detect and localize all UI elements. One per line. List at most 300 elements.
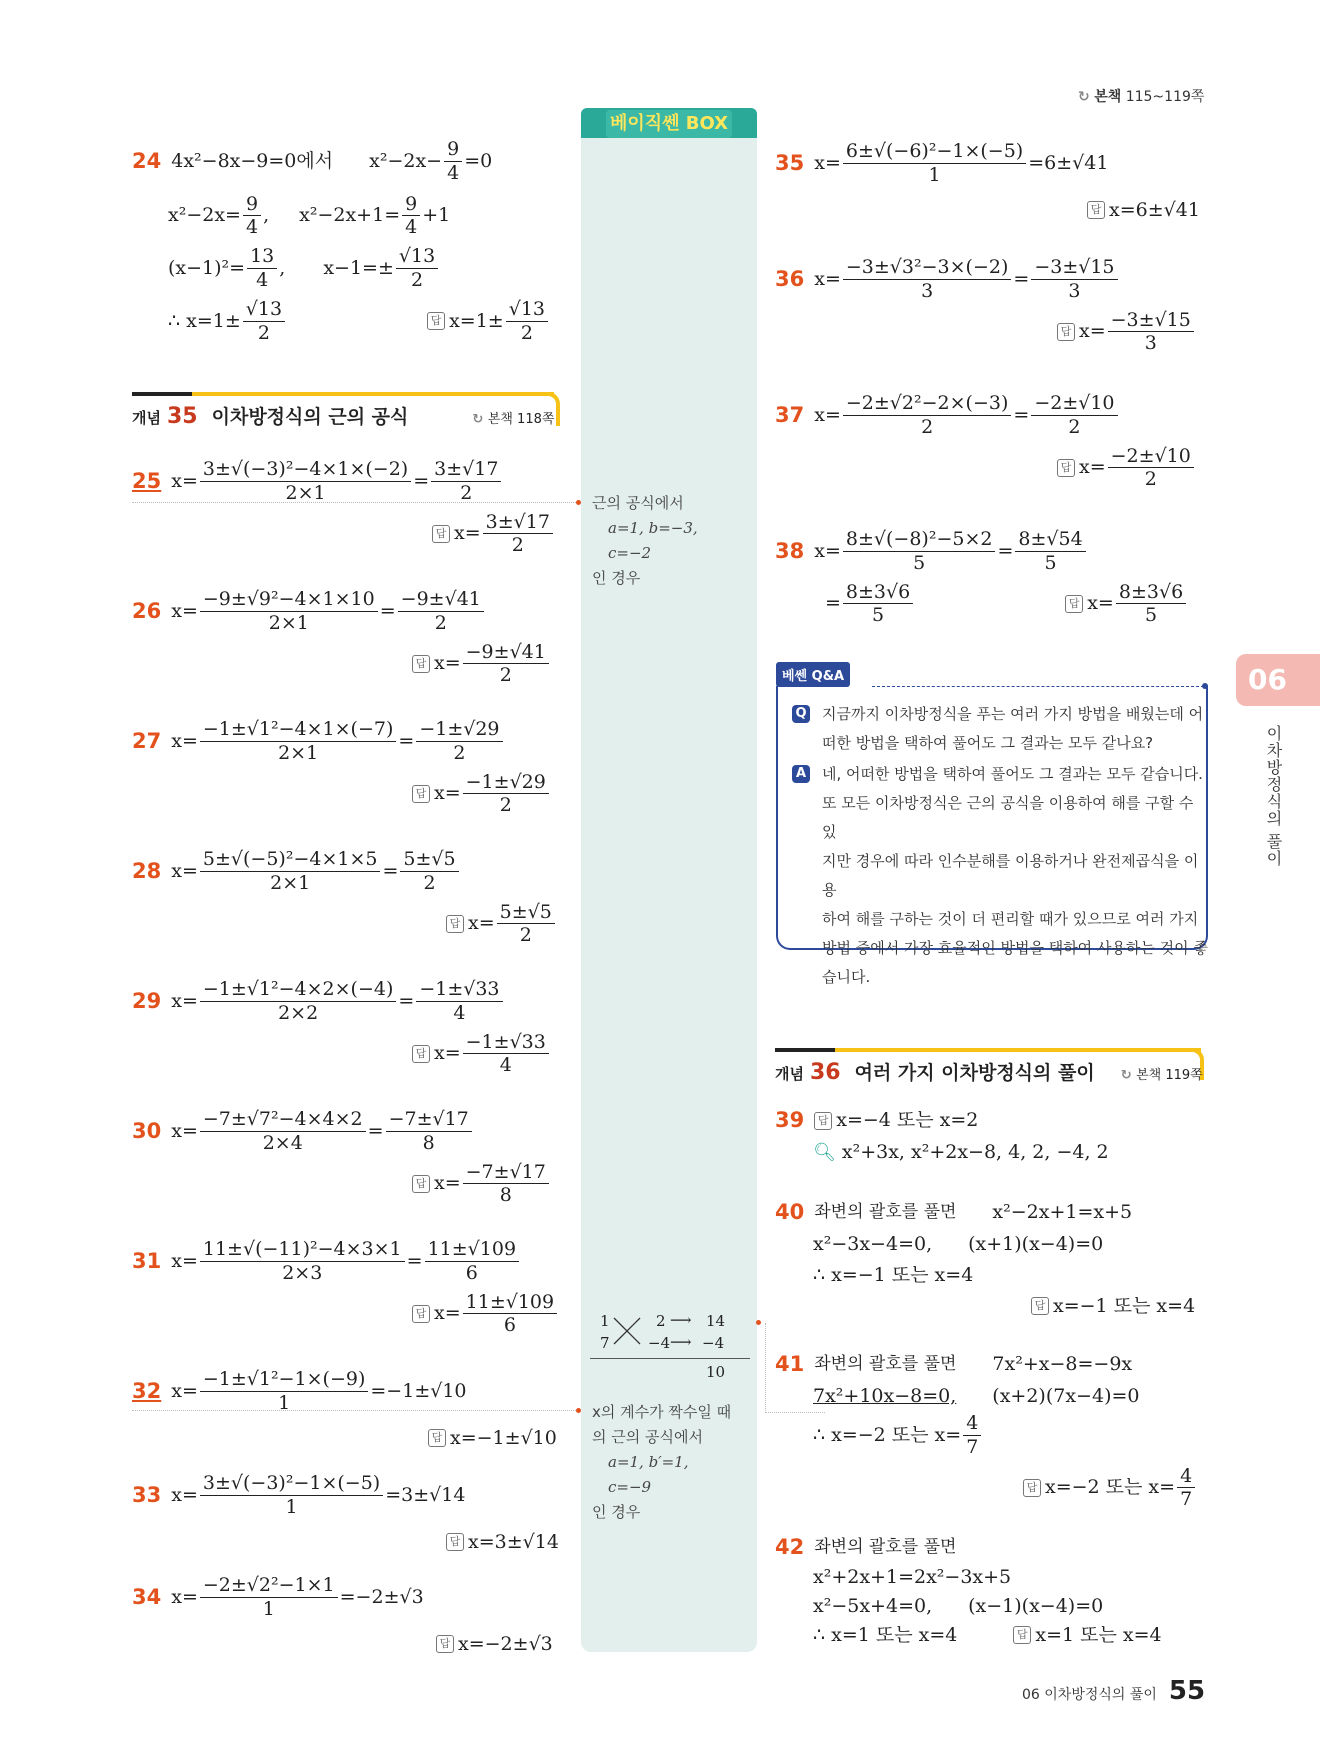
problem-number: 30 [132,1118,162,1143]
fraction [200,848,381,895]
equation-text: x= [171,989,198,1012]
note-line: c=−2 [608,544,652,562]
equation-text: x= [171,599,198,622]
problem-39 [775,1108,1109,1164]
equation-text: x²−2x+1=x+5 [992,1201,1133,1224]
numerator: 11±√109 [425,1238,519,1262]
numerator: 9 [243,193,261,217]
numerator: 5±√5 [400,848,458,872]
equation-text: x−1=± [323,257,394,280]
denominator: 4 [453,1001,466,1024]
problem-number: 28 [132,858,162,883]
qa-line: 네, 어떠한 방법을 택하여 풀어도 그 결과는 모두 같습니다. [822,765,1203,783]
fraction [1031,392,1117,439]
problem-number: 42 [775,1535,805,1559]
answer-icon: 답 [428,1429,446,1447]
page-number: 55 [1168,1676,1206,1706]
answer-text: x= [434,1302,461,1325]
qa-line: 떠한 방법을 택하여 풀어도 그 결과는 모두 같나요? [822,734,1154,752]
denominator: 3 [1144,332,1157,355]
answer-icon: 답 [436,1635,454,1653]
problem-37: 37 x= $\frac{\text{−2±√2²−2×(−3)}}{2}$ = $\frac{-2\pm√10}{2}$ 답 x= $\frac{-2\pm√10}{2}$ [775,392,1196,491]
problem-number: 32 [132,1378,162,1403]
answer-text: x= [468,912,495,935]
denominator: 3 [921,279,934,302]
arrow-icon: ⟶ [670,1311,692,1329]
numerator: 9 [402,193,420,217]
denominator: 2 [257,321,270,344]
answer-icon: 답 [1023,1479,1041,1497]
note-line: a=1, b′=1, [608,1453,689,1471]
denominator: 1 [285,1495,298,1518]
answer-text: x= [434,1172,461,1195]
equation-text: x²−3x−4=0, [813,1233,933,1256]
cross-b1: 2 [656,1312,666,1330]
problem-number: 36 [775,266,805,291]
problem-38: 38 x= $\frac{\text{8±√(−8)²−5×2}}{5}$ = $\frac{8\pm√54}{5}$ = $\frac{8\pm 3√6}{5}$ 답 x= $\frac{8\pm 3√6}{5}$ [775,528,1188,627]
equation-text: x= [171,729,198,752]
ref-text: 본책 118쪽 [487,412,555,427]
page-ref [1078,86,1204,106]
denominator: 2 [519,924,532,947]
answer-icon: 답 [1031,1297,1049,1315]
answer-icon: 답 [1087,201,1105,219]
qa-logo-badge: 베쎈 Q&A [776,662,850,687]
numerator: −1±√33 [463,1031,549,1055]
magnifier-icon: 🔍︎ [813,1141,836,1163]
denominator: 2×4 [262,1131,303,1154]
concept-36-header [775,1058,1203,1085]
denominator: 4 [256,268,269,291]
fraction [463,771,549,818]
concept-ref [1121,1064,1203,1083]
ref-text: 본책 119쪽 [1136,1068,1203,1083]
equation-text: x= [171,469,198,492]
answer-icon: 답 [412,1305,430,1323]
answer-text: x=6±√41 [1109,198,1200,221]
numerator: 11±√(−11)²−4×3×1 [200,1238,405,1262]
denominator: 2 [499,664,512,687]
fraction [386,1108,472,1155]
denominator: 2×3 [282,1261,323,1284]
denominator: 2 [453,741,466,764]
cross-diagram [590,1308,750,1388]
equation-text: 4x²−8x−9=0에서 [171,149,334,172]
note-line: 근의 공식에서 [592,494,684,512]
denominator: 2 [511,534,524,557]
problem-number: 33 [132,1482,162,1507]
equation-text: x= [171,859,198,882]
chapter-tab: 06 [1236,654,1320,706]
equation-text: (x−1)(x−4)=0 [968,1594,1104,1617]
problem-27: 27 x= $\frac{\text{−1±√1²−4×1×(−7)}}{2\times 1}$ = $\frac{-1\pm√29}{2}$ 답 x= $\frac{-1\pm√29}{2}$ [132,718,551,817]
fraction [1031,256,1117,303]
step-text: 좌변의 괄호를 풀면 [814,1354,957,1375]
equation-text: x²−2x= [168,204,241,227]
answer-text: x= [1087,592,1114,615]
answer-text: x=−4 또는 x=2 [836,1109,979,1132]
answer-icon: 답 [1013,1626,1031,1644]
denominator: 5 [1144,604,1158,627]
answer-icon: 답 [1065,595,1083,613]
denominator: 4 [447,161,460,184]
denominator: 2 [411,268,424,291]
fraction [463,641,549,688]
concept-title: 이차방정식의 근의 공식 [211,406,409,428]
fraction [200,1574,338,1621]
qa-line: 하여 해를 구하는 것이 더 편리할 때가 있으므로 여러 가지 [822,910,1199,928]
fraction [1015,528,1085,575]
answer-text: x= [454,522,481,545]
concept-title: 여러 가지 이차방정식의 풀이 [854,1062,1095,1084]
fraction [200,588,378,635]
note-line: 인 경우 [592,569,641,587]
fraction [425,1238,519,1285]
problem-number: 39 [775,1108,805,1132]
answer-text: x=−2 또는 x= [1045,1476,1176,1499]
concept-bar-yellow [192,392,554,396]
numerator: −9±√9²−4×1×10 [200,588,378,612]
fraction [247,245,277,292]
cross-b2: −4 [648,1334,671,1352]
answer-icon: 답 [412,655,430,673]
equation-text: x= [171,1119,198,1142]
problem-33 [132,1472,559,1553]
qa-question [792,700,1212,758]
hint-text: x²+3x, x²+2x−8, 4, 2, −4, 2 [841,1141,1109,1164]
denominator: 2 [460,481,473,504]
denominator: 1 [262,1597,275,1620]
concept-label: 개념 [775,1065,804,1083]
step-text: 좌변의 괄호를 풀면 [814,1537,957,1558]
cross-a1: 1 [600,1312,610,1330]
equation-text: x= [814,267,841,290]
numerator: 8±√(−8)²−5×2 [843,528,996,552]
problem-34 [132,1574,553,1655]
fraction [1108,445,1194,492]
answer-text: x=−2±√3 [458,1632,553,1655]
denominator: 4 [405,216,418,239]
numerator: −1±√1²−1×(−9) [200,1368,369,1392]
answer-icon: 답 [446,915,464,933]
problem-number: 37 [775,402,805,427]
numerator: −2±√10 [1031,392,1117,416]
concept-label: 개념 [132,409,161,427]
concept-ref [472,408,554,427]
numerator: −1±√33 [416,978,502,1002]
side-note-2 [592,1400,731,1525]
equation-text: 7x²+10x−8=0, [813,1385,957,1408]
ref-label: 본책 [1094,89,1122,105]
problem-number: 38 [775,538,805,563]
step-text: 좌변의 괄호를 풀면 [814,1202,957,1223]
numerator: 3±√17 [483,511,553,535]
answer-text: x= [434,782,461,805]
equation-text: ∴ x=−2 또는 x= [813,1423,962,1446]
q-badge: Q [792,705,810,723]
numerator: −1±√29 [416,718,502,742]
qa-line: 방법 중에서 가장 효율적인 방법을 택하여 사용하는 것이 좋 [822,939,1208,957]
answer-text: x=1 또는 x=4 [1035,1623,1162,1646]
equation-text: x= [171,1379,198,1402]
answer-icon: 답 [1057,459,1075,477]
box-title: 베이직쎈 BOX [606,110,732,138]
answer-icon: 답 [446,1533,464,1551]
numerator: 8±3√6 [843,581,913,605]
answer-text: x= [434,652,461,675]
denominator: 2 [520,321,533,344]
fraction [200,1108,366,1155]
denominator: 6 [465,1261,478,1284]
equation-text: (x+2)(7x−4)=0 [992,1385,1140,1408]
numerator: −3±√15 [1108,309,1194,333]
equation-text: x= [171,1483,198,1506]
numerator: 4 [963,1412,981,1436]
numerator: 4 [1177,1465,1195,1489]
numerator: −2±√2²−1×1 [200,1574,338,1598]
numerator: 3±√17 [431,458,501,482]
note-line: 의 근의 공식에서 [592,1428,703,1446]
numerator: −7±√17 [463,1161,549,1185]
note-line: 인 경우 [592,1503,641,1521]
denominator: 2 [434,611,447,634]
fraction [431,458,501,505]
numerator: √13 [506,298,548,322]
problem-number: 35 [775,150,805,175]
problem-28: 28 x= $\frac{\text{5±√(−5)²−4×1×5}}{2\times 1}$ = $\frac{5\pm√5}{2}$ 답 x= $\frac{5\pm√5}{2}$ [132,848,557,947]
numerator: −1±√29 [463,771,549,795]
denominator: 2 [921,415,934,438]
problem-24 [132,138,550,344]
concept-number: 35 [166,404,198,429]
answer-icon: 답 [412,785,430,803]
fraction [963,1412,981,1459]
fraction [506,298,548,345]
answer-text: x= [1079,320,1106,343]
side-note-1 [592,491,698,591]
denominator: 8 [422,1131,435,1154]
numerator: −7±√17 [386,1108,472,1132]
answer-icon: 답 [412,1175,430,1193]
fraction [843,256,1012,303]
problem-number: 40 [775,1200,805,1224]
problem-36: 36 x= $\frac{\text{−3±√3²−3×(−2)}}{3}$ = $\frac{-3\pm√15}{3}$ 답 x= $\frac{-3\pm√15}{3}$ [775,256,1196,355]
problem-40 [775,1200,1195,1318]
numerator: −1±√1²−4×1×(−7) [200,718,397,742]
denominator: 4 [245,216,259,239]
answer-icon: 답 [814,1112,832,1130]
equation-text: ∴ x=1± [168,309,241,332]
problem-35 [775,140,1200,221]
fraction [843,581,913,628]
denominator: 2 [1068,415,1081,438]
footer [1022,1676,1205,1706]
equation-text: x= [814,151,841,174]
problem-number: 27 [132,728,162,753]
note-dot [576,1408,581,1413]
denominator: 7 [966,1435,979,1458]
note-line: a=1, b=−3, [608,519,698,537]
answer-icon: 답 [427,312,445,330]
equation-text: (x−1)²= [168,257,246,280]
numerator: 11±√109 [463,1291,557,1315]
equation-text: x= [814,539,841,562]
note-dot [756,1320,761,1325]
equation-text: +1 [422,204,451,227]
numerator: 8±√54 [1015,528,1085,552]
refresh-icon: ↻ [1120,1068,1137,1083]
denominator: 5 [872,604,885,627]
concept-number: 36 [809,1060,841,1085]
denominator: 7 [1180,1488,1193,1511]
equation-text: =3±√14 [385,1483,466,1506]
fraction [843,392,1012,439]
numerator: −9±√41 [398,588,484,612]
equation-text: x= [171,1249,198,1272]
problem-41 [775,1352,1197,1511]
numerator: 3±√(−3)²−4×1×(−2) [200,458,411,482]
problem-32 [132,1368,557,1449]
qa-answer [792,760,1212,992]
footer-chapter: 06 이차방정식의 풀이 [1022,1687,1157,1703]
answer-icon: 답 [412,1045,430,1063]
denominator: 1 [278,1391,291,1414]
concept-bar-dark [775,1048,835,1052]
equation-text: ∴ x=−1 또는 x=4 [813,1263,974,1286]
equation-text: =6±√41 [1028,151,1109,174]
cross-sum: 10 [706,1363,726,1381]
numerator: −1±√1²−4×2×(−4) [200,978,397,1002]
fraction [463,1161,549,1208]
problem-number: 25 [132,468,162,493]
problem-26: 26 x= $\frac{\text{−9±√9²−4×1×10}}{2\times 1}$ = $\frac{-9\pm√41}{2}$ 답 x= $\frac{-9\pm√41}{2}$ [132,588,551,687]
denominator: 2×1 [285,481,326,504]
problem-30: 30 x= $\frac{\text{−7±√7²−4×4×2}}{2\times 4}$ = $\frac{-7\pm√17}{8}$ 답 x= $\frac{-7\pm√17}{8}$ [132,1108,551,1207]
numerator: −7±√7²−4×4×2 [200,1108,366,1132]
problem-25: 25 x= $\frac{\text{3±√(−3)²−4×1×(−2)}}{2\times 1}$ = $\frac{3\pm√17}{2}$ 답 x= $\frac{3\pm√17}{2}$ [132,458,555,557]
numerator: √13 [243,298,285,322]
denominator: 2 [1144,468,1157,491]
fraction [497,901,555,948]
fraction [396,245,438,292]
connector-line [765,1323,766,1413]
concept-bar-yellow [835,1048,1201,1052]
equation-text: =−2±√3 [339,1585,424,1608]
qa-logo [776,662,850,687]
denominator: 2 [499,794,512,817]
fraction [444,138,462,185]
answer-text: x=1± [449,309,504,332]
numerator: −2±√10 [1108,445,1194,469]
equation-text: , [279,257,286,280]
arrow-icon: ⟶ [670,1333,692,1351]
fraction [200,718,397,765]
equation-text: x²−2x+1= [299,204,401,227]
fraction [398,588,484,635]
concept-35-header [132,402,554,429]
problem-number: 26 [132,598,162,623]
cross-c1: 14 [706,1312,726,1330]
equation-text: , [263,204,270,227]
cross-sum-line [590,1358,750,1359]
numerator: −3±√15 [1031,256,1117,280]
numerator: −3±√3²−3×(−2) [843,256,1012,280]
denominator: 8 [499,1184,512,1207]
numerator: −9±√41 [463,641,549,665]
denominator: 4 [499,1054,512,1077]
fraction [243,193,261,240]
fraction [843,140,1026,187]
equation-text: =−1±√10 [370,1379,467,1402]
denominator: 1 [928,163,941,186]
numerator: 9 [444,138,462,162]
fraction [200,978,397,1025]
equation-text: x= [171,1585,198,1608]
answer-icon: 답 [1057,323,1075,341]
qa-line: 습니다. [822,968,871,986]
problem-31: 31 x= $\frac{\text{11±√(−11)²−4×3×1}}{2\times 3}$ = $\frac{11\pm√109}{6}$ 답 x= $\frac{11\pm√109}{6}$ [132,1238,559,1337]
note-dot [576,500,581,505]
problem-42 [775,1535,1162,1647]
numerator: 5±√(−5)²−4×1×5 [200,848,381,872]
denominator: 5 [1044,551,1057,574]
cross-a2: 7 [600,1334,610,1352]
denominator: 3 [1068,279,1081,302]
equation-text: x²−5x+4=0, [813,1594,933,1617]
qa-line: 지만 경우에 따라 인수분해를 이용하거나 완전제곱식을 이용 [822,852,1199,899]
numerator: √13 [396,245,438,269]
fraction [1116,581,1186,628]
equation-text: (x+1)(x−4)=0 [968,1233,1104,1256]
problem-number: 29 [132,988,162,1013]
cross-lines [612,1314,642,1350]
refresh-icon: ↻ [472,412,488,427]
cross-c2: −4 [702,1334,725,1352]
equation-text: 7x²+x−8=−9x [992,1353,1133,1376]
problem-number: 34 [132,1584,162,1609]
fraction [483,511,553,558]
fraction [200,1238,405,1285]
problem-number: 24 [132,148,162,173]
note-line: x의 계수가 짝수일 때 [592,1403,732,1421]
fraction [200,1472,383,1519]
fraction [463,1031,549,1078]
equation-text: ∴ x=1 또는 x=4 [813,1623,958,1646]
denominator: 2×1 [268,611,309,634]
answer-text: x=−1 또는 x=4 [1053,1294,1196,1317]
answer-text: x= [1079,456,1106,479]
a-badge: A [792,765,810,783]
fraction [843,528,996,575]
fraction [402,193,420,240]
answer-text: x= [434,1042,461,1065]
fraction [1108,309,1194,356]
equation-text: =0 [464,149,493,172]
fraction [200,458,411,505]
qa-line: 지금까지 이차방정식을 푸는 여러 가지 방법을 배웠는데 어 [822,705,1204,723]
chapter-side-title: 이차방정식의 풀이 [1264,725,1283,868]
answer-text: x=−1±√10 [450,1426,557,1449]
problem-number: 41 [775,1352,805,1376]
denominator: 2×2 [278,1001,319,1024]
refresh-icon: ↻ [1078,89,1090,105]
note-line: c=−9 [608,1478,652,1496]
denominator: 2×1 [270,871,311,894]
numerator: 3±√(−3)²−1×(−5) [200,1472,383,1496]
answer-icon: 답 [432,525,450,543]
answer-text: x=3±√14 [468,1530,559,1553]
denominator: 5 [913,551,926,574]
